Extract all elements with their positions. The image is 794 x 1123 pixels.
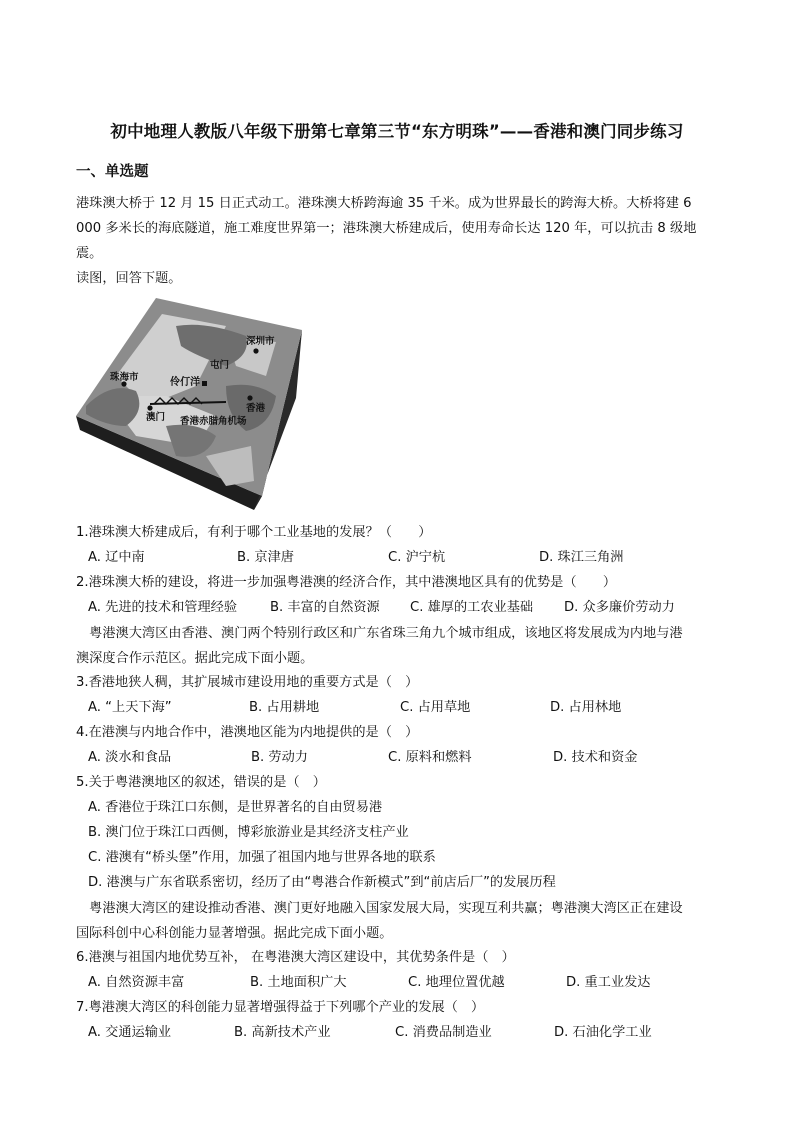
map-label-shenzhen: 深圳市 xyxy=(246,336,275,347)
passage-2-line-1: 粤港澳大湾区由香港、澳门两个特别行政区和广东省珠三角九个城市组成，该地区将发展成为内地与港 xyxy=(76,626,683,641)
q5-option-d[interactable]: D. 港澳与广东省联系密切，经历了由“粤港合作新模式”到“前店后厂”的发展历程 xyxy=(88,875,556,890)
map-label-hongkong: 香港 xyxy=(246,403,266,414)
q6-option-a[interactable]: A. 自然资源丰富 xyxy=(88,975,185,990)
map-label-airport: 香港赤腊角机场 xyxy=(180,416,247,427)
intro-line-4: 读图，回答下题。 xyxy=(76,271,182,286)
question-7: 7.粤港澳大湾区的科创能力显著增强得益于下列哪个产业的发展（ ） xyxy=(76,1000,485,1015)
q1-option-a[interactable]: A. 辽中南 xyxy=(88,550,145,565)
q1-option-d[interactable]: D. 珠江三角洲 xyxy=(539,550,624,565)
question-2: 2.港珠澳大桥的建设，将进一步加强粤港澳的经济合作，其中港澳地区具有的优势是（ ） xyxy=(76,575,617,590)
q7-option-c[interactable]: C. 消费品制造业 xyxy=(395,1025,492,1040)
question-1: 1.港珠澳大桥建成后，有利于哪个工业基地的发展？（ ） xyxy=(76,525,432,540)
map-label-zhuhai: 珠海市 xyxy=(110,372,139,383)
q3-option-a[interactable]: A. “上天下海” xyxy=(88,700,172,715)
map-label-macau: 澳门 xyxy=(146,412,166,423)
section-heading: 一、单选题 xyxy=(76,164,149,180)
passage-2-line-2: 澳深度合作示范区。据此完成下面小题。 xyxy=(76,651,314,666)
q2-option-a[interactable]: A. 先进的技术和管理经验 xyxy=(88,600,238,615)
q4-option-a[interactable]: A. 淡水和食品 xyxy=(88,750,172,765)
q2-option-d[interactable]: D. 众多廉价劳动力 xyxy=(564,600,675,615)
map-label-lingdingyang: 伶仃洋 xyxy=(170,377,200,388)
q1-option-c[interactable]: C. 沪宁杭 xyxy=(388,550,446,565)
question-3: 3.香港地狭人稠，其扩展城市建设用地的重要方式是（ ） xyxy=(76,675,419,690)
q4-option-c[interactable]: C. 原料和燃料 xyxy=(388,750,472,765)
q4-option-d[interactable]: D. 技术和资金 xyxy=(553,750,638,765)
passage-3-line-1: 粤港澳大湾区的建设推动香港、澳门更好地融入国家发展大局，实现互利共赢；粤港澳大湾区正在建设 xyxy=(76,901,683,916)
passage-3-line-2: 国际科创中心科创能力显著增强。据此完成下面小题。 xyxy=(76,926,393,941)
document-title: 初中地理人教版八年级下册第七章第三节“东方明珠”——香港和澳门同步练习 xyxy=(110,122,684,141)
q3-option-c[interactable]: C. 占用草地 xyxy=(400,700,471,715)
pearl-river-delta-map xyxy=(76,296,306,510)
q7-option-a[interactable]: A. 交通运输业 xyxy=(88,1025,172,1040)
q5-option-a[interactable]: A. 香港位于珠江口东侧，是世界著名的自由贸易港 xyxy=(88,800,383,815)
q5-option-b[interactable]: B. 澳门位于珠江口西侧，博彩旅游业是其经济支柱产业 xyxy=(88,825,409,840)
q2-option-b[interactable]: B. 丰富的自然资源 xyxy=(270,600,380,615)
q7-option-d[interactable]: D. 石油化学工业 xyxy=(554,1025,652,1040)
q2-option-c[interactable]: C. 雄厚的工农业基础 xyxy=(410,600,534,615)
intro-line-2: 000 多米长的海底隧道，施工难度世界第一；港珠澳大桥建成后，使用寿命长达 120 年，可以抗击 8 级地 xyxy=(76,221,697,236)
intro-line-3: 震。 xyxy=(76,246,103,261)
q5-option-c[interactable]: C. 港澳有“桥头堡”作用，加强了祖国内地与世界各地的联系 xyxy=(88,850,436,865)
question-5: 5.关于粤港澳地区的叙述，错误的是（ ） xyxy=(76,775,326,790)
q3-option-d[interactable]: D. 占用林地 xyxy=(550,700,622,715)
intro-line-1: 港珠澳大桥于 12 月 15 日正式动工。港珠澳大桥跨海逾 35 千米。成为世界最长的跨海大桥。大桥将建 6 xyxy=(76,196,692,211)
map-label-tunmen: 屯门 xyxy=(210,360,230,371)
question-4: 4.在港澳与内地合作中，港澳地区能为内地提供的是（ ） xyxy=(76,725,419,740)
question-6: 6.港澳与祖国内地优势互补， 在粤港澳大湾区建设中，其优势条件是（ ） xyxy=(76,950,515,965)
q3-option-b[interactable]: B. 占用耕地 xyxy=(249,700,320,715)
q7-option-b[interactable]: B. 高新技术产业 xyxy=(234,1025,331,1040)
q4-option-b[interactable]: B. 劳动力 xyxy=(251,750,308,765)
q6-option-b[interactable]: B. 土地面积广大 xyxy=(250,975,347,990)
q6-option-d[interactable]: D. 重工业发达 xyxy=(566,975,651,990)
q1-option-b[interactable]: B. 京津唐 xyxy=(237,550,294,565)
q6-option-c[interactable]: C. 地理位置优越 xyxy=(408,975,505,990)
